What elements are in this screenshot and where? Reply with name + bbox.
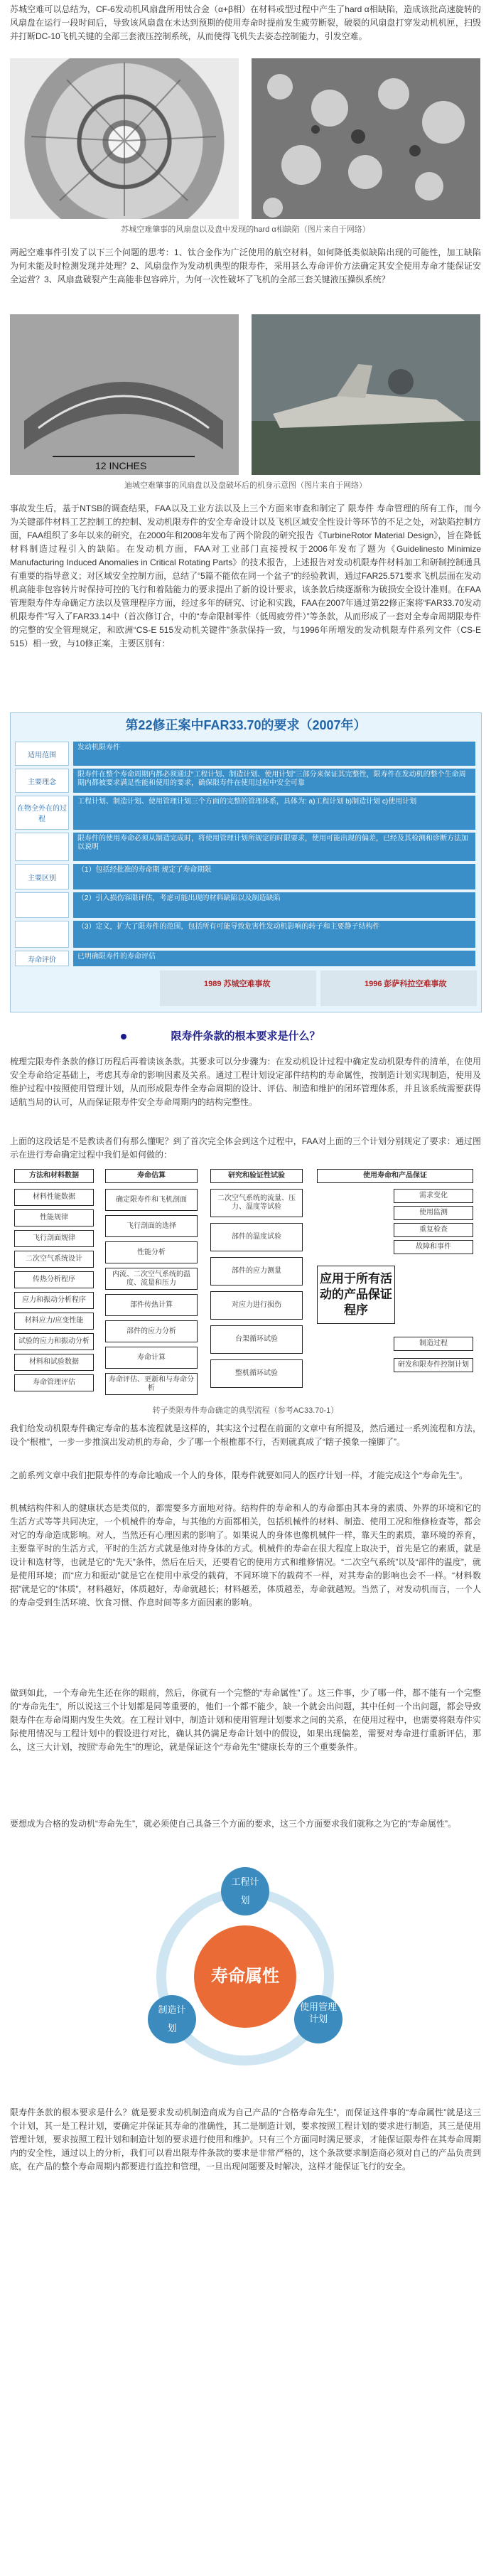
table-title: 第22修正案中FAR33.70的要求（2007年） <box>125 718 367 732</box>
flow-center-label: 应用于所有活动的产品保证程序 <box>317 1266 395 1324</box>
flow-box: 重复检查 <box>394 1223 473 1237</box>
table-row-label: 主要区别 <box>15 864 69 889</box>
flow-box: 对应力进行损伤 <box>210 1291 303 1320</box>
flowchart-caption-wrap <box>0 1405 491 1416</box>
conclusion-block <box>0 2106 491 2174</box>
flow-column-header: 方法和材料数据 <box>14 1169 94 1183</box>
section-heading: 限寿件条款的根本要求是什么？ <box>171 1030 320 1042</box>
flow-box: 性能规律 <box>14 1209 94 1226</box>
paragraph-1: 苏城空难可以总结为，CF-6发动机风扇盘所用钛合金（α+β相）在材料或型过程中产生了hard α相缺陷，造成该批高速旋转的风扇盘在运行一段时间后，导致该风扇盘在未达到预期的使用寿命时提前发生疲劳断裂，破裂的风扇盘打穿发动机机匣，扫毁并打断DC-10飞机关键的全部三套液压控制系统，从而使得飞机失去姿态控制能力，引发空难。 <box>10 4 481 41</box>
table-row-label <box>15 892 69 918</box>
flow-column-header: 使用寿命和产品保证 <box>317 1169 473 1183</box>
flow-box: 部件的温度试验 <box>210 1223 303 1251</box>
broken-disk-photo <box>10 314 239 475</box>
explanation-block-1 <box>0 1422 491 1449</box>
flow-box: 二次空气系统的流量、压力、温度等试验 <box>210 1189 303 1217</box>
paragraph-7: 之前系列文章中我们把限寿件的寿命比喻成一个人的身体，限寿件就要如同人的医疗计划一样，才能完成这个“寿命先生”。 <box>10 1470 468 1480</box>
flow-box: 台架循环试验 <box>210 1325 303 1354</box>
table-row-text: 限寿件在整个寿命周期内都必须通过“工程计划、制造计划、使用计划”三部分来保证其完整性，限寿件在发动机的整个生命周期内都被要求满足性能和使用的要求，确保限寿件在使用过程中安全可靠 <box>73 769 475 793</box>
photo-caption-1: 苏城空难肇事的风扇盘以及盘中发现的hard α相缺陷（图片来自于网络） <box>121 225 370 234</box>
broken-disk-drawing <box>10 314 239 475</box>
flow-box: 飞行剖面的选择 <box>105 1215 198 1237</box>
flow-box: 故障和事件 <box>394 1240 473 1254</box>
explanation-block-3 <box>0 1502 491 1610</box>
table-row-text: 发动机限寿件 <box>73 742 475 766</box>
banner-label-1: 1989 苏城空难事故 <box>204 980 271 988</box>
table-row-label <box>15 833 69 861</box>
table-row-text: （3）定义，扩大了限寿件的范围，包括所有可能导致危害性发动机影响的转子和主要静子结构件 <box>73 921 475 948</box>
flow-box: 研发和限寿件控制计划 <box>394 1358 473 1372</box>
paragraph-2: 两起空难事件引发了以下三个问题的思考：1、钛合金作为广泛使用的航空材料，如何降低类似缺陷出现的可能性，加工缺陷为何未能及时检测发现并处理？2、风扇盘作为发动机典型的限寿件，采用甚么寿命评价方法确定其安全使用寿命才能保证安全运营？3、风扇盘破裂产生高能非包容碎片，为何一次性破坏了飞机的全部三套关键液压操纵系统？ <box>10 247 481 284</box>
photo-caption-1-wrap <box>0 224 491 235</box>
table-row-label: 在物全外在的过程 <box>15 796 69 830</box>
hard-alpha-micrograph <box>252 58 480 219</box>
banner-photo-1 <box>160 971 316 1006</box>
fan-disk-photo <box>10 58 239 219</box>
far3370-table <box>10 712 482 1012</box>
flow-box: 试验的应力和振动分析 <box>14 1333 94 1350</box>
flowchart-caption: 转子类限寿件寿命确定的典型流程（参考AC33.70-1） <box>152 1406 339 1415</box>
flow-box: 部件的应力测量 <box>210 1257 303 1286</box>
life-determination-flowchart <box>10 1166 480 1401</box>
process-intro-block <box>0 1135 491 1162</box>
flow-box: 性能分析 <box>105 1241 198 1263</box>
diagram-center-label: 寿命属性 <box>211 1967 279 1986</box>
paragraph-9: 做到如此，一个寿命先生还在你的眼前，然后，你就有一个完整的“寿命属性”了。这三件事，少了哪一件，都不能有一个完整的“寿命先生”，所以说这三个计划都是同等重要的，他们一个都不能少，缺一个就会出问题，其中任何一个出问题，都会导致限寿件在寿命周期内发生失效。在工程计划中，制造计划和使用管理计划要求之间的关系，在使用过程中，也需要将限寿件实际使用情况与工程计划中的假设进行对比，确认其仍满足寿命计划中的假设，如果出现偏差，需要对寿命进行重新评估，那么，这三大计划，按照“寿命先生”的理论，就是保证这个“寿命先生”健康长寿的三个重要条件。 <box>10 1688 481 1752</box>
paragraph-11: 限寿件条款的根本要求是什么？就是要求发动机制造商成为自己产品的“合格寿命先生”，而保证这件事的“寿命属性”就是这三个计划，其一是工程计划，要确定并保证其寿命的准确性，其二是制造计划，要求按照工程计划的要求进行制造，其三是使用管理计划，要求按照工程计划和制造计划的要求进行使用和维护。只有三个方面同时满足要求，才能保证限寿件在其寿命周期内的安全性，通过以上的分析，我们可以看出限寿件条款的要求是非常严格的，这个条款要求制造商必须对自己的产品负责到底，在产品的整个寿命周期内都要进行监控和管理，一旦出现问题要及时解决，这样才能保证飞行的安全。 <box>10 2107 481 2171</box>
table-row-text: 限寿件的使用寿命必须从制造完成时，将使用管理计划所规定的时限要求，使用可能出现的偏差，已经及其检测和诊断方法加以说明 <box>73 833 475 861</box>
flow-box: 内流、二次空气系统的温度、流量和压力 <box>105 1268 198 1290</box>
table-row-label <box>15 921 69 948</box>
flow-box: 应力和振动分析程序 <box>14 1292 94 1309</box>
flow-box: 寿命评估、更新和与寿命分析 <box>105 1373 198 1395</box>
life-attribute-diagram <box>121 1856 369 2090</box>
flow-box: 传热分析程序 <box>14 1271 94 1288</box>
photo-caption-2: 迪城空难肇事的风扇盘以及盘破坏后的机身示意图（图片来自于网络） <box>124 481 367 490</box>
intro-paragraph-block <box>0 3 491 43</box>
diagram-left-label: 制造计划 <box>158 2004 186 2033</box>
scale-label: 12 INCHES <box>95 460 147 471</box>
diagram-right-label: 使用管理计划 <box>300 2002 338 2024</box>
diagram-top-label: 工程计划 <box>231 1876 259 1906</box>
paragraph-10: 要想成为合格的发动机“寿命先生”，就必须使自己具备三个方面的要求，这三个方面要求我们就称之为它的“寿命属性”。 <box>10 1819 456 1829</box>
table-row-label: 主要理念 <box>15 769 69 793</box>
micrograph-texture <box>252 58 480 219</box>
paragraph-8: 机械结构件和人的健康状态是类似的，都需要多方面地对待。结构件的寿命和人的寿命都由其本身的素质、外界的环境和它的生活方式等等共同决定，一个机械件的寿命，与其他的方面都相关，包括机械件的材料、制造、使用工况和维修检查等，都会对它的寿命造成影响。对人，当然还有心理因素的影响了。如果说人的身体也像机械件一样，靠天生的素质，靠环境的养育，主要靠平时的生活方式，平时的生活方式就是他对待身体的方式。机械件的寿命在很大程度上取决于，首先是它的素质，就是设计和选材等，也就是它的“先天”条件，然后在后天，还要看它的使用方式和维修情况。“二次空气系统”以及“部件的温度”，就是使用环境；而“应力和振动”就是它在使用中承受的载荷，不同环境下的载荷不一样，对其寿命的影响也会不一样。“材料数据”就是它的“体质”，材料越好，体质越好，寿命就越长；材料越差，体质越差，寿命就越短。当然了，对发动机而言，一个人的寿命受到生活环境、饮食习惯、作息时间等多方面因素的影响。 <box>10 1503 481 1608</box>
paragraph-4: 梳理完限寿件条款的修订历程后再着读该条款。其要求可以分步骤为：在发动机设计过程中确定发动机限寿件的清单，在使用安全寿命给定基础上，考虑其寿命的影响因素及关系。通过工程计划设定部件结构的寿命属性，按制造计划实现制造，使用及维护过程中按照使用管理计划，从而形成限寿件全寿命周期的设计、评估、制造和维护的闭环管理体系，并且该系统需要获得适航当局的认可，从而保证限寿件安全寿命周期内的结构完整性。 <box>10 1057 481 1107</box>
banner-label-2: 1996 彭萨科拉空难事故 <box>365 980 447 988</box>
table-row-text: 已明确限寿件的寿命评估 <box>73 951 475 966</box>
crash-site-photo <box>252 314 480 475</box>
explanation-block-2 <box>0 1469 491 1482</box>
process-paragraph-block <box>0 1055 491 1109</box>
flow-box: 二次空气系统设计 <box>14 1251 94 1268</box>
fan-disk-blades <box>10 58 239 219</box>
paragraph-5: 上面的这段话是不是教读者们有那么懂呢？到了首次完全体会到这个过程中，FAA对上面的三个计划分别规定了要求：通过图示在进行寿命确定过程中我们是如何做的： <box>10 1136 481 1160</box>
table-row-text: （2）引入损伤容限评估，考虑可能出现的材料缺陷以及制造缺陷 <box>73 892 475 918</box>
table-row-text: （1）包括经批准的寿命期 规定了寿命期限 <box>73 864 475 889</box>
section-heading-wrap <box>0 1024 491 1045</box>
flow-box: 部件传热计算 <box>105 1294 198 1316</box>
banner-photo-2 <box>320 971 477 1006</box>
flow-box: 确定限寿件和飞机剖面 <box>105 1189 198 1211</box>
explanation-block-4 <box>0 1687 491 1754</box>
table-row-label: 适用范围 <box>15 742 69 766</box>
flow-box: 寿命管理评估 <box>14 1374 94 1391</box>
flow-box: 材料性能数据 <box>14 1189 94 1206</box>
flow-box: 飞行剖面规律 <box>14 1230 94 1247</box>
paragraph-3: 事故发生后，基于NTSB的调查结果，FAA以及工业方法以及上三个方面来审查和制定了 限寿件 寿命管理的所有工作，而今 为关键部件材料工艺控制工的控制、发动机限寿件的安全寿命设计以及飞机区域安全性设计等环节的不足之处，对缺陷控制方面，FAA组织了多年以来的研究，在2000年和2008年发布了两个阶段的研究报告《TurbineRotor Material Design》，旨在降低材料制造过程引入的缺陷。在发动机方面，FAA对工业部门直接授权于2006年发布了题为《Guidelinesto Minimize Manufacturing Induced Anomalies in Critical Rotating Parts》的技术报告，上述报告对发动机限寿件材料加工和研制控制通具有重要的指导意义；对区域安全控制方面，总结了“5篇不能依在同一个盆子”的经验教训，通过FAR25.571要求飞机层面在发动机高能非包容转片时保持可控的飞行和着陆能力的要求提出了新的设计要求，该条款后续逐渐称为破损安全设计准则。在FAA管理限寿件寿命确定方法以及管理程序方面，经过多年的研究、讨论和实践，FAA在2007年通过第22修正案将“FAR33.70发动机限寿件”写入了FAR33.14中（首次修订合，中的“寿命限制零件（低周疲劳件）”等条款，从而形成了一套对全寿命周期限寿件的完整的安全管理规定，和欧洲“CS-E 515发动机关键件”条款保持一致，与1996年所增发的发动机限寿件系列文件（CS-E 515）相一致，与10修正案，主要区别有： <box>10 503 481 648</box>
table-row-label: 寿命评价 <box>15 951 69 966</box>
flow-box: 使用监测 <box>394 1206 473 1220</box>
explanation-block-5 <box>0 1817 491 1831</box>
flow-box: 材料应力/应变性能 <box>14 1313 94 1330</box>
photo-caption-2-wrap <box>0 480 491 491</box>
flow-box: 整机循环试验 <box>210 1359 303 1388</box>
table-row-text: 工程计划、制造计划、使用管理计划三个方面的完整的管理体系，具体为: a)工程计划 b)制造计划 c)使用计划 <box>73 796 475 830</box>
paragraph-6: 我们给发动机限寿件确定寿命的基本流程就是这样的，其实这个过程在前面的文章中有所提及，然后通过一系列流程和方法，设个“根椎”，一步一步推演出发动机的寿命，少了哪一个根椎都不行，否则就真成了“瞎子摸象一撞脚了”。 <box>10 1423 481 1447</box>
history-paragraph-block <box>0 502 491 651</box>
flow-box: 材料和试验数据 <box>14 1354 94 1371</box>
flow-column-header: 寿命估算 <box>105 1169 198 1183</box>
crash-site-drawing <box>252 314 480 475</box>
questions-paragraph-block <box>0 246 491 287</box>
flow-box: 部件的应力分析 <box>105 1320 198 1342</box>
flow-box: 需求变化 <box>394 1189 473 1203</box>
flow-box: 制造过程 <box>394 1337 473 1351</box>
flow-column-header: 研究和验证性试验 <box>210 1169 303 1183</box>
flow-box: 寿命计算 <box>105 1347 198 1369</box>
